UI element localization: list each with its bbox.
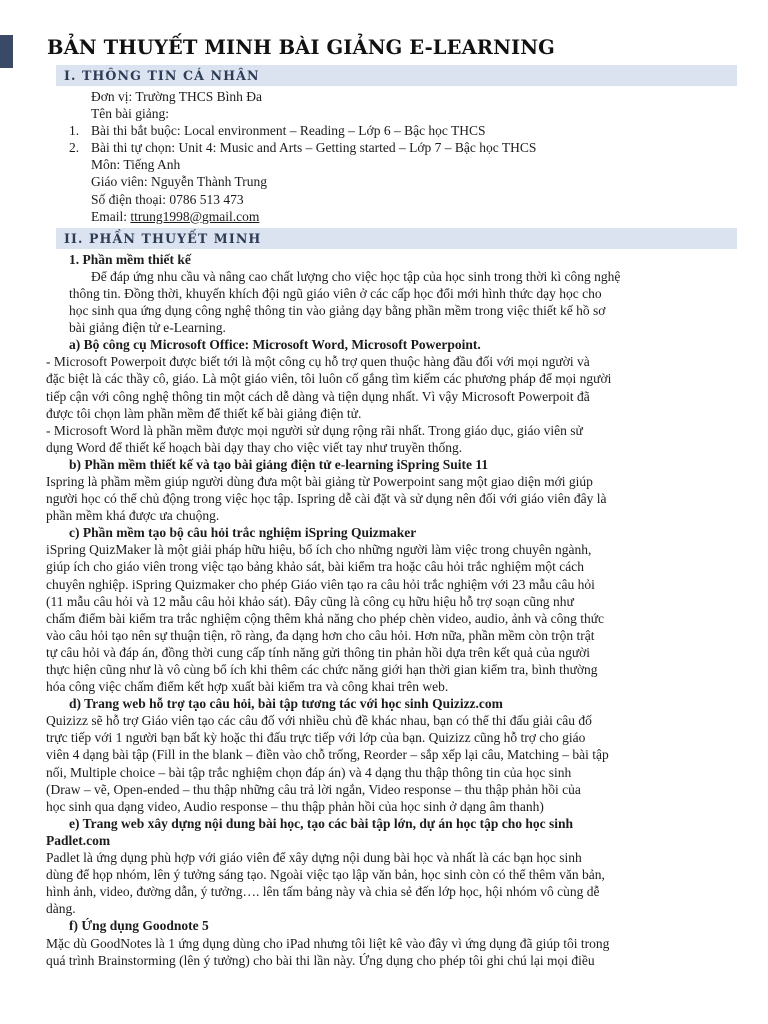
paragraph-line: học sinh qua ứng dụng công nghệ thông tin vào giảng dạy bằng phần mềm trong việc thiết kế hồ sơ [69, 303, 606, 319]
subsection-f-title: f) Ứng dụng Goodnote 5 [69, 918, 209, 934]
subsection-c-title: c) Phần mềm tạo bộ câu hỏi trắc nghiệm iSpring Quizmaker [69, 525, 417, 541]
paragraph-line: quá trình Brainstorming (lên ý tưởng) cho bài thi lần này. Ứng dụng cho phép tôi ghi chú lại mọi điều [46, 952, 595, 968]
paragraph-line: nối, Multiple choice – bài tập trắc nghiệm chọn đáp án) và 4 dạng thu thập thông tin của học sinh [46, 764, 572, 780]
lesson-name-line: Tên bài giảng: [91, 106, 169, 122]
page-edge-tab [0, 35, 13, 68]
unit-line: Đơn vị: Trường THCS Bình Đa [91, 89, 263, 104]
paragraph-line: chấm điểm bài kiểm tra trắc nghiệm cộng thêm khả năng cho phép chèn video, audio, ảnh và công thức [46, 610, 605, 626]
paragraph-line: hình ảnh, video, đường dẫn, ý tưởng…. lên tấm bảng này và chia sẻ đến lớp học, hội nhóm vô cùng dễ [46, 884, 600, 900]
paragraph-line: giúp ích cho giáo viên trong việc tạo bảng khảo sát, bài kiểm tra hoặc câu hỏi trắc nghiệm một cách [46, 559, 584, 575]
subsection-d-body [47, 712, 737, 815]
subsection-b-title: b) Phần mềm thiết kế và tạo bài giảng điện tử e-learning iSpring Suite 11 [69, 456, 489, 472]
subsection-e-body [47, 849, 737, 917]
list-item-text: Bài thi tự chọn: Unit 4: Music and Arts – Getting started – Lớp 7 – Bậc học THCS [91, 140, 537, 156]
list-item [47, 122, 737, 139]
paragraph-line: - Microsoft Word là phần mềm được mọi người sử dụng rộng rãi nhất. Trong giáo dục, giáo viên sử [46, 422, 583, 438]
paragraph-line: iSpring QuizMaker là một giải pháp hữu hiệu, bổ ích cho những người làm việc trong chuyên ngành, [46, 542, 592, 558]
paragraph-line: Mặc dù GoodNotes là 1 ứng dụng dùng cho iPad nhưng tôi liệt kê vào đây vì ứng dụng đã giúp tôi trong [46, 935, 610, 951]
subsection-c-body [47, 541, 737, 695]
subsection-e-title-continued: Padlet.com [46, 832, 111, 848]
section-heading-personal-info: I. THÔNG TIN CÁ NHÂN [56, 65, 737, 86]
paragraph-line: người học có thể chủ động trong việc học tập. Ispring dễ cài đặt và sử dụng nên đối với giáo viên đây là [46, 491, 607, 507]
paragraph-line: - Microsoft Powerpoit được biết tới là một công cụ hỗ trợ quen thuộc hàng đầu đối với mọi người và [46, 354, 590, 370]
subsection-a-body [47, 353, 737, 456]
phone-line: Số điện thoại: 0786 513 473 [91, 191, 244, 207]
list-item [47, 139, 737, 156]
section-heading-explanation: II. PHẦN THUYẾT MINH [56, 228, 737, 249]
paragraph-line: dụng Word để thiết kế hoạch bài dạy thay cho việc viết tay như truyền thống. [46, 439, 463, 455]
subsection-f-body [47, 935, 737, 969]
document-page [47, 34, 737, 969]
subsection-b-body [47, 473, 737, 524]
paragraph-line: thực hiện cũng như là vô cùng bổ ích khi thêm các chức năng giới hạn thời gian kiểm tra, bình thường [46, 662, 598, 677]
paragraph-line: Padlet là ứng dụng phù hợp với giáo viên để xây dựng nội dung bài học và nhất là các bạn học sinh [46, 850, 582, 866]
paragraph-line: Quizizz sẽ hỗ trợ Giáo viên tạo các câu đố với nhiều chủ đề khác nhau, bạn có thể thi đấu giải câu đố [46, 713, 592, 729]
paragraph-line: vào câu hỏi tạo nên sự thuận tiện, rõ ràng, đa dạng hơn cho câu hỏi. Hơn nữa, phần mềm còn trộn trật [46, 627, 595, 643]
paragraph-line: trực tiếp với 1 người bạn bất kỳ hoặc thi đấu trực tiếp với lớp của bạn. Quizizz cũng hỗ trợ cho giáo [46, 730, 586, 746]
subsection-a-title: a) Bộ công cụ Microsoft Office: Microsoft Word, Microsoft Powerpoint. [69, 337, 481, 353]
paragraph-line: tiếp cận với công nghệ thông tin một cách dễ dàng và tiện dụng nhất. Vì vậy Microsoft Powerpoit đã [46, 388, 590, 404]
paragraph-line: học sinh qua dạng video, Audio response – thu thập phản hồi của học sinh ở dạng âm thanh) [46, 798, 544, 814]
paragraph-line: Để đáp ứng nhu cầu và nâng cao chất lượng cho việc học tập của học sinh trong thời kì công nghệ [91, 268, 621, 284]
paragraph-line: Ispring là phầm mềm giúp người dùng đưa một bài giảng từ Powerpoint sang một giao diện mới giúp [46, 473, 593, 489]
email-label: Email: [91, 208, 131, 224]
paragraph-line: thông tin. Đồng thời, khuyến khích đội ngũ giáo viên ở các cấp học đổi mới hình thức dạy học cho [69, 285, 602, 301]
paragraph-line: tự câu hỏi và đáp án, đồng thời cung cấp tính năng gửi thông tin phản hồi dựa trên kết quả của người [46, 644, 591, 660]
paragraph-line: hóa công việc chấm điểm kết hợp xuất bài kiểm tra và công khai trên web. [46, 679, 449, 695]
list-number: 2. [69, 140, 80, 156]
subject-line: Môn: Tiếng Anh [91, 157, 181, 173]
document-title: BẢN THUYẾT MINH BÀI GIẢNG E-LEARNING [47, 36, 555, 59]
email-link[interactable]: ttrung1998@gmail.com [130, 208, 260, 224]
paragraph-line: dàng. [46, 901, 76, 917]
intro-paragraph [47, 268, 737, 336]
email-line [47, 208, 737, 225]
paragraph-line: bài giảng điện tử e-Learning. [69, 320, 226, 336]
teacher-line: Giáo viên: Nguyễn Thành Trung [91, 174, 267, 190]
paragraph-line: (11 mẫu câu hỏi và 12 mẫu câu hỏi khảo sát). Đây cũng là công cụ hữu hiệu hỗ trợ soạn cũng như [46, 593, 574, 609]
subsection-e-title: e) Trang web xây dựng nội dung bài học, tạo các bài tập lớn, dự án học tập cho học sinh [69, 815, 574, 831]
subsection-d-title: d) Trang web hỗ trợ tạo câu hỏi, bài tập tương tác với học sinh Quizizz.com [69, 696, 503, 712]
list-number: 1. [69, 123, 80, 139]
paragraph-line: đặc biệt là các thầy cô, giáo. Là một giáo viên, tôi luôn cố gắng tìm kiếm các phương pháp để mọi người [46, 371, 612, 387]
paragraph-line: phần mềm khá được ưa chuộng. [46, 508, 220, 524]
subsection-title-software: 1. Phần mềm thiết kế [69, 251, 191, 267]
list-item-text: Bài thi bắt buộc: Local environment – Reading – Lớp 6 – Bậc học THCS [91, 123, 486, 139]
paragraph-line: (Draw – vẽ, Open-ended – thu thập những câu trả lời ngắn, Video response – thu thập phản hồi của [46, 781, 581, 797]
paragraph-line: được tôi chọn làm phần mềm để thiết kế bài giảng điện tử. [46, 405, 362, 421]
paragraph-line: chuyên nghiệp. iSpring Quizmaker cho phép Giáo viên tạo ra câu hỏi trắc nghiệm với 23 mẫu câu hỏi [46, 576, 595, 592]
paragraph-line: dùng để họp nhóm, lên ý tưởng sáng tạo. Ngoài việc tạo lập văn bản, học sinh còn có thể thêm văn bản, [46, 867, 605, 883]
paragraph-line: viên 4 dạng bài tập (Fill in the blank – điền vào chỗ trống, Reorder – sắp xếp lại câu, Matching – bài tập [46, 747, 609, 763]
